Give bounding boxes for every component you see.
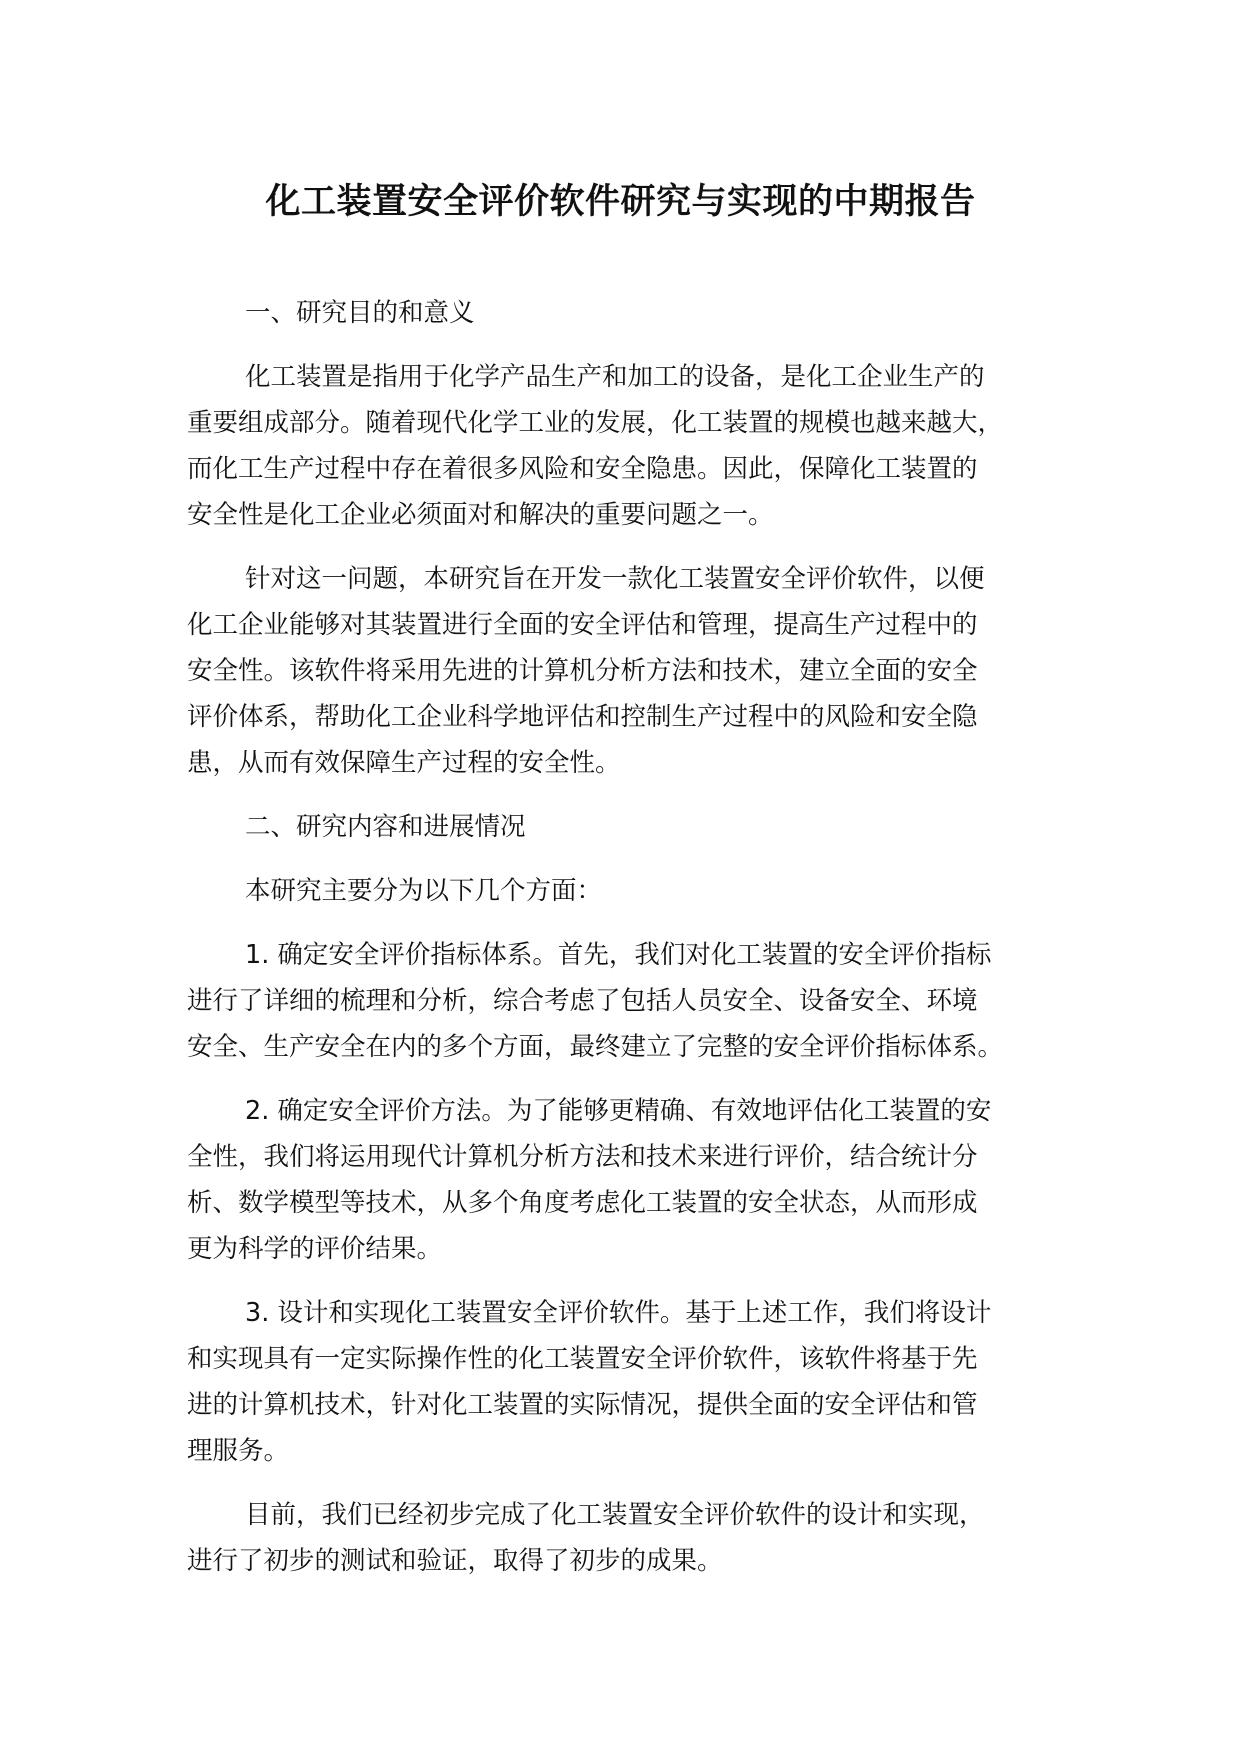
text-line: 进行了初步的测试和验证，取得了初步的成果。	[187, 1546, 723, 1576]
text-line: 一、研究目的和意义	[245, 298, 475, 328]
text-line: 更为科学的评价结果。	[187, 1234, 443, 1264]
paragraph	[187, 290, 1077, 336]
text-line: 患，从而有效保障生产过程的安全性。	[187, 748, 621, 778]
document-title: 化工装置安全评价软件研究与实现的中期报告	[265, 182, 976, 222]
paragraph	[187, 1088, 1077, 1272]
text-line: 本研究主要分为以下几个方面：	[245, 876, 603, 906]
text-line: 而化工生产过程中存在着很多风险和安全隐患。因此，保障化工装置的	[187, 454, 978, 484]
text-line: 目前，我们已经初步完成了化工装置安全评价软件的设计和实现，	[245, 1500, 985, 1530]
document-body	[187, 290, 1077, 1602]
text-line: 3. 设计和实现化工装置安全评价软件。基于上述工作，我们将设计	[245, 1298, 992, 1328]
text-line: 化工企业能够对其装置进行全面的安全评估和管理，提高生产过程中的	[187, 610, 978, 640]
text-line: 二、研究内容和进展情况	[245, 812, 526, 842]
text-line: 析、数学模型等技术，从多个角度考虑化工装置的安全状态，从而形成	[187, 1188, 978, 1218]
paragraph	[187, 804, 1077, 850]
paragraph	[187, 868, 1077, 914]
text-line: 安全性。该软件将采用先进的计算机分析方法和技术，建立全面的安全	[187, 656, 978, 686]
text-line: 1. 确定安全评价指标体系。首先，我们对化工装置的安全评价指标	[245, 940, 992, 970]
text-line: 针对这一问题，本研究旨在开发一款化工装置安全评价软件，以便	[245, 564, 985, 594]
text-line: 化工装置是指用于化学产品生产和加工的设备，是化工企业生产的	[245, 362, 985, 392]
text-line: 重要组成部分。随着现代化学工业的发展，化工装置的规模也越来越大，	[187, 408, 1004, 438]
paragraph	[187, 1290, 1077, 1474]
text-line: 全性，我们将运用现代计算机分析方法和技术来进行评价，结合统计分	[187, 1142, 978, 1172]
paragraph	[187, 556, 1077, 786]
paragraph	[187, 354, 1077, 538]
text-line: 进行了详细的梳理和分析，综合考虑了包括人员安全、设备安全、环境	[187, 986, 978, 1016]
text-line: 安全性是化工企业必须面对和解决的重要问题之一。	[187, 500, 774, 530]
paragraph	[187, 1492, 1077, 1584]
text-line: 进的计算机技术，针对化工装置的实际情况，提供全面的安全评估和管	[187, 1390, 978, 1420]
text-line: 2. 确定安全评价方法。为了能够更精确、有效地评估化工装置的安	[245, 1096, 992, 1126]
text-line: 安全、生产安全在内的多个方面，最终建立了完整的安全评价指标体系。	[187, 1032, 1004, 1062]
text-line: 和实现具有一定实际操作性的化工装置安全评价软件，该软件将基于先	[187, 1344, 978, 1374]
text-line: 理服务。	[187, 1436, 290, 1466]
text-line: 评价体系，帮助化工企业科学地评估和控制生产过程中的风险和安全隐	[187, 702, 978, 732]
paragraph	[187, 932, 1077, 1070]
